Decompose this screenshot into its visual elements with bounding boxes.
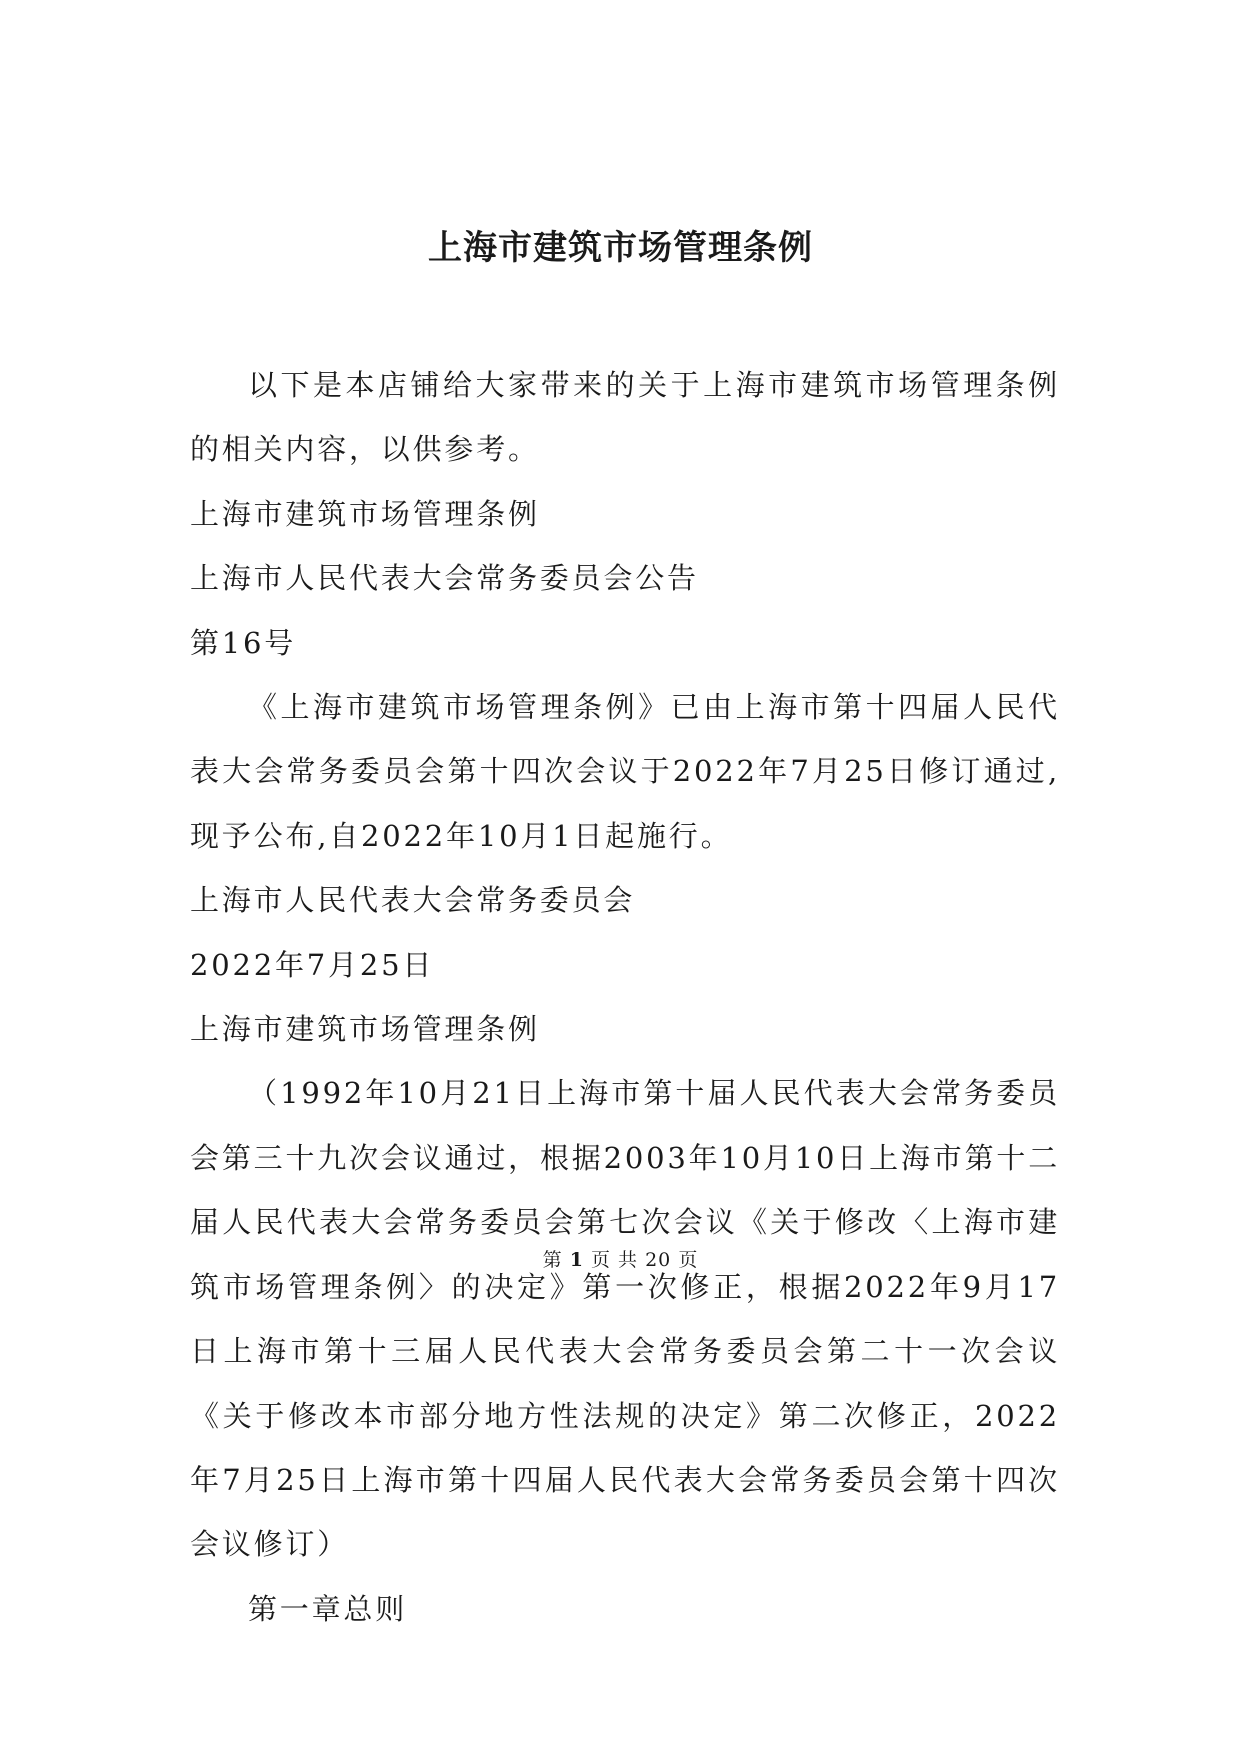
regulation-name-line: 上海市建筑市场管理条例 (190, 496, 540, 531)
footer-total-pages: 20 (645, 1249, 672, 1271)
regulation-heading-line: 上海市建筑市场管理条例 (190, 1012, 540, 1047)
chapter-heading: 第一章总则 (248, 1591, 408, 1626)
footer-prefix: 第 (542, 1249, 563, 1271)
document-title: 上海市建筑市场管理条例 (428, 228, 813, 268)
intro-paragraph: 以下是本店铺给大家带来的关于上海市建筑市场管理条例的相关内容，以供参考。 (190, 368, 1060, 467)
announcement-paragraph: 《上海市建筑市场管理条例》已由上海市第十四届人民代表大会常务委员会第十四次会议于2022年7月25日修订通过,现予公布,自2022年10月1日起施行。 (190, 690, 1060, 853)
issuer-signature-line: 上海市人民代表大会常务委员会 (190, 883, 636, 918)
page-footer (0, 1248, 1241, 1272)
revision-history-paragraph: （1992年10月21日上海市第十届人民代表大会常务委员会第三十九次会议通过，根据2003年10月10日上海市第十二届人民代表大会常务委员会第七次会议《关于修改〈上海市建筑市场管理条例〉的决定》第一次修正，根据2022年9月17日上海市第十三届人民代表大会常务委员会第二十一次会议《关于修改本市部分地方性法规的决定》第二次修正，2022年7月25日上海市第十四届人民代表大会常务委员会第十四次会议修订） (190, 1076, 1060, 1562)
announcement-number-line: 第16号 (190, 625, 297, 660)
footer-current-page: 1 (569, 1249, 584, 1271)
footer-suffix: 页 (678, 1249, 699, 1271)
issue-date-line: 2022年7月25日 (190, 947, 435, 982)
announcement-issuer-line: 上海市人民代表大会常务委员会公告 (190, 561, 699, 596)
footer-middle: 页 共 (591, 1249, 639, 1271)
document-body (190, 353, 1060, 1641)
